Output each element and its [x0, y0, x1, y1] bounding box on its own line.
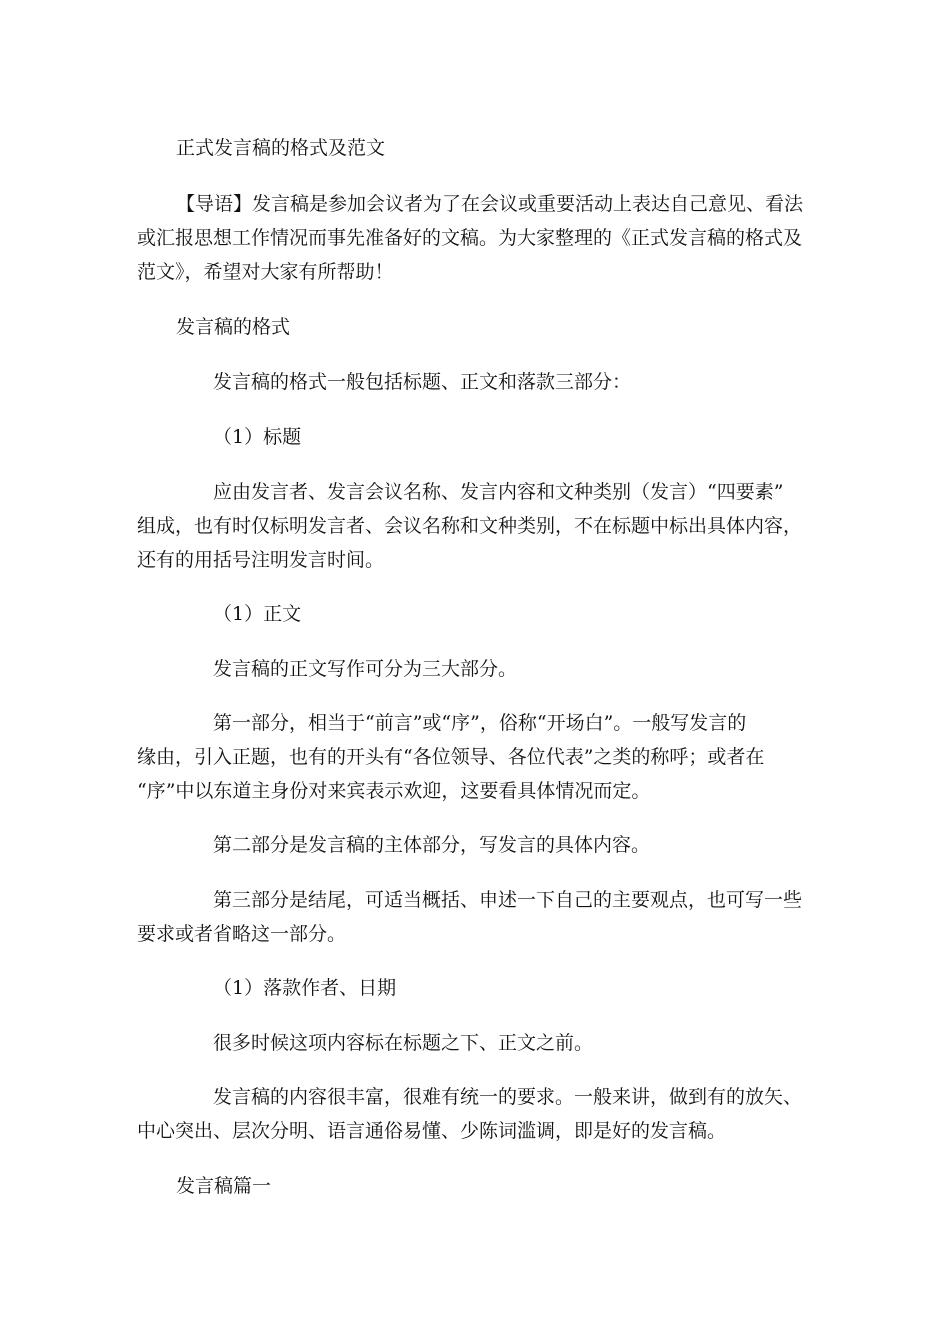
part1-line-3: “序”中以东道主身份对来宾表示欢迎，这要看具体情况而定。 — [137, 780, 651, 802]
title-desc-line-1: 应由发言者、发言会议名称、发言内容和文种类别（发言）“四要素” — [213, 481, 784, 503]
sign-desc: 很多时候这项内容标在标题之下、正文之前。 — [213, 1032, 594, 1054]
part1-line-2: 缘由，引入正题，也有的开头有“各位领导、各位代表”之类的称呼；或者在 — [137, 746, 765, 768]
part1-line-1: 第一部分，相当于“前言”或“序”，俗称“开场白”。一般写发言的 — [213, 712, 747, 734]
intro-line-2: 或汇报思想工作情况而事先准备好的文稿。为大家整理的《正式发言稿的格式及 — [137, 227, 803, 249]
body-summary: 发言稿的正文写作可分为三大部分。 — [213, 658, 518, 680]
title-desc-line-2: 组成，也有时仅标明发言者、会议名称和文种类别，不在标题中标出具体内容， — [137, 515, 803, 537]
intro-line-3: 范文》，希望对大家有所帮助！ — [137, 261, 394, 283]
conclusion-line-2: 中心突出、层次分明、语言通俗易懂、少陈词滥调，即是好的发言稿。 — [137, 1120, 727, 1142]
document-title: 正式发言稿的格式及范文 — [176, 137, 386, 159]
part2-text: 第二部分是发言稿的主体部分，写发言的具体内容。 — [213, 834, 651, 856]
item-heading-body: （1）正文 — [213, 603, 302, 625]
part3-line-1: 第三部分是结尾，可适当概括、申述一下自己的主要观点，也可写一些 — [213, 889, 803, 911]
section-heading-format: 发言稿的格式 — [176, 316, 291, 338]
format-summary: 发言稿的格式一般包括标题、正文和落款三部分： — [213, 371, 632, 393]
intro-line-1: 【导语】发言稿是参加会议者为了在会议或重要活动上表达自己意见、看法 — [176, 193, 804, 215]
section-heading-sample: 发言稿篇一 — [176, 1175, 272, 1197]
conclusion-line-1: 发言稿的内容很丰富，很难有统一的要求。一般来讲，做到有的放矢、 — [213, 1086, 803, 1108]
part3-line-2: 要求或者省略这一部分。 — [137, 923, 347, 945]
item-heading-sign: （1）落款作者、日期 — [213, 977, 397, 999]
item-heading-title: （1）标题 — [213, 426, 302, 448]
title-desc-line-3: 还有的用括号注明发言时间。 — [137, 549, 385, 571]
